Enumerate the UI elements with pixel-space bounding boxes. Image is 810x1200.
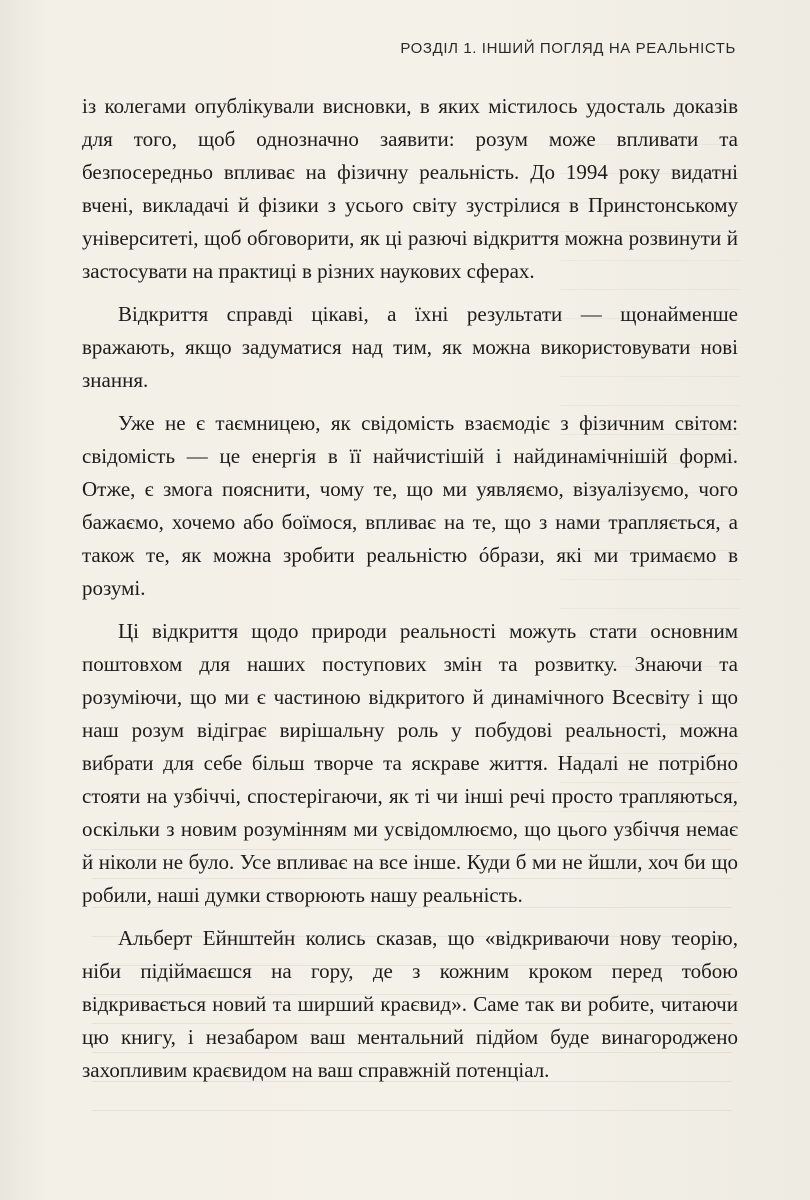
paragraph-3: Уже не є таємницею, як свідомість взаємодіє з фізичним світом: свідомість — це енергія в її найчистішій і найдинамічнішій формі. Отже, є змога пояснити, чому те, що ми уявляємо, візуалізуємо, чого бажаємо, хочемо або боїмося, впливає на те, що з нами трапляється, а також те, як можна зробити реальністю óбрази, які ми тримаємо в розумі. xyxy=(82,411,738,600)
paragraph-4: Ці відкриття щодо природи реальності можуть стати основним поштовхом для наших поступових змін та розвитку. Знаючи та розуміючи, що ми є частиною відкритого й динамічного Всесвіту і що наш розум відіграє вирішальну роль у побудові реальності, можна вибрати для себе більш творче та яскраве життя. Надалі не потрібно стояти на узбіччі, спостерігаючи, як ті чи інші речі просто трапляються, оскільки з новим розумінням ми усвідомлюємо, що цього узбіччя немає й ніколи не було. Усе впливає на все інше. Куди б ми не йшли, хоч би що робили, наші думки створюють нашу реальність. xyxy=(82,619,738,907)
paragraph-1: із колегами опублікували висновки, в яких містилось удосталь доказів для того, щоб однозначно заявити: розум може впливати та безпосередньо впливає на фізичну реальність. До 1994 року видатні вчені, викладачі й фізики з усього світу зустрілися в Принстонському університеті, щоб обговорити, як ці разючі відкриття можна розвинути й застосувати на практиці в різних наукових сферах. xyxy=(82,94,738,283)
paragraph-2: Відкриття справді цікаві, а їхні результати — щонайменше вражають, якщо задуматися над тим, як можна використовувати нові знання. xyxy=(82,302,738,392)
running-header: РОЗДІЛ 1. ІНШИЙ ПОГЛЯД НА РЕАЛЬНІСТЬ xyxy=(400,40,736,57)
paragraph-5: Альберт Ейнштейн колись сказав, що «відкриваючи нову теорію, ніби підіймаєшся на гору, де з кожним кроком перед тобою відкривається новий та ширший краєвид». Саме так ви робите, читаючи цю книгу, і незабаром ваш ментальний підйом буде винагороджено захопливим краєвидом на ваш справжній потенціал. xyxy=(82,926,738,1082)
body-text xyxy=(82,90,738,1097)
